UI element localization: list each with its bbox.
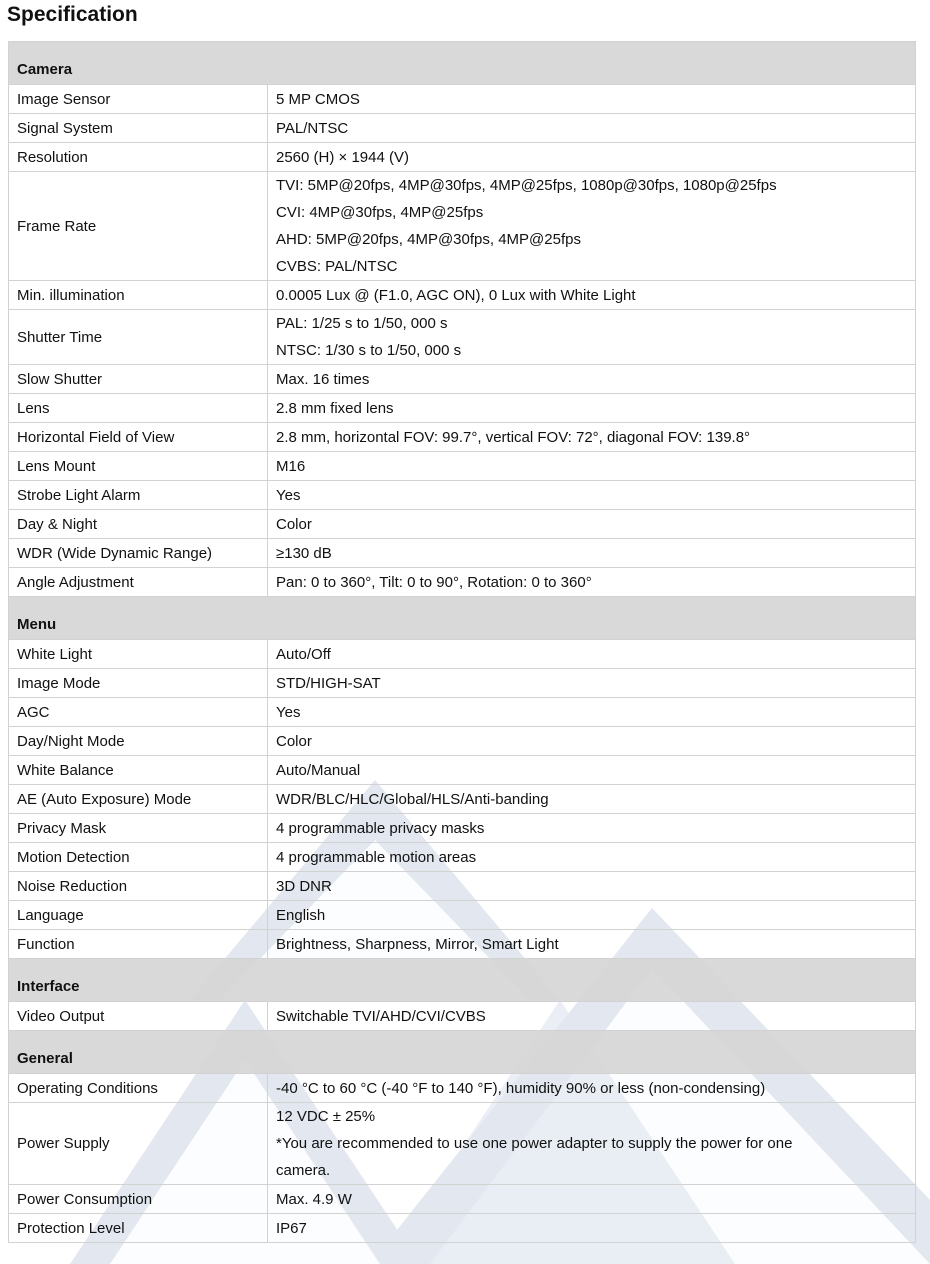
spec-value — [268, 669, 916, 698]
spec-row — [9, 640, 916, 669]
spec-value-line: Yes — [276, 486, 301, 504]
spec-label: Motion Detection — [9, 843, 268, 872]
section-header-general — [9, 1031, 916, 1074]
spec-value-line: 2.8 mm fixed lens — [276, 399, 394, 417]
section-title: Camera — [9, 42, 916, 85]
spec-value-line: Switchable TVI/AHD/CVI/CVBS — [276, 1007, 486, 1025]
section-header-camera — [9, 42, 916, 85]
spec-label: Protection Level — [9, 1214, 268, 1243]
spec-row — [9, 510, 916, 539]
spec-row — [9, 1103, 916, 1185]
spec-row — [9, 930, 916, 959]
spec-label: Video Output — [9, 1002, 268, 1031]
spec-value — [268, 1002, 916, 1031]
spec-label: Language — [9, 901, 268, 930]
section-header-menu — [9, 597, 916, 640]
spec-value-line: PAL/NTSC — [276, 119, 349, 137]
spec-row — [9, 568, 916, 597]
spec-value-line: 2560 (H) × 1944 (V) — [276, 148, 409, 166]
spec-value — [268, 756, 916, 785]
spec-row — [9, 114, 916, 143]
spec-value — [268, 85, 916, 114]
spec-row — [9, 785, 916, 814]
spec-value — [268, 1214, 916, 1243]
spec-row — [9, 814, 916, 843]
spec-value — [268, 872, 916, 901]
spec-value-line: 2.8 mm, horizontal FOV: 99.7°, vertical FOV: 72°, diagonal FOV: 139.8° — [276, 428, 751, 446]
spec-value-line: 4 programmable motion areas — [276, 848, 477, 866]
spec-row — [9, 872, 916, 901]
spec-label: Resolution — [9, 143, 268, 172]
spec-label: Horizontal Field of View — [9, 423, 268, 452]
spec-value-line: -40 °C to 60 °C (-40 °F to 140 °F), humidity 90% or less (non-condensing) — [276, 1079, 766, 1097]
spec-value-line: Color — [276, 515, 312, 533]
spec-value-line: 3D DNR — [276, 877, 332, 895]
spec-value-line: IP67 — [276, 1219, 307, 1237]
spec-value — [268, 1103, 916, 1185]
spec-value-line: TVI: 5MP@20fps, 4MP@30fps, 4MP@25fps, 1080p@30fps, 1080p@25fps — [276, 177, 777, 194]
spec-value-line: 5 MP CMOS — [276, 90, 360, 108]
spec-row — [9, 1074, 916, 1103]
spec-label: Power Consumption — [9, 1185, 268, 1214]
section-title: General — [9, 1031, 916, 1074]
spec-label: White Light — [9, 640, 268, 669]
spec-value-line: PAL: 1/25 s to 1/50, 000 s — [276, 315, 448, 332]
spec-value-line: Yes — [276, 703, 301, 721]
spec-value — [268, 785, 916, 814]
spec-row — [9, 281, 916, 310]
spec-value-line: 12 VDC ± 25% — [276, 1108, 376, 1125]
spec-value — [268, 727, 916, 756]
spec-value-line: NTSC: 1/30 s to 1/50, 000 s — [276, 342, 462, 359]
spec-label: Noise Reduction — [9, 872, 268, 901]
spec-label: Min. illumination — [9, 281, 268, 310]
spec-label: Day/Night Mode — [9, 727, 268, 756]
spec-label: Frame Rate — [9, 172, 268, 281]
spec-value — [268, 452, 916, 481]
spec-row — [9, 481, 916, 510]
spec-label: Image Mode — [9, 669, 268, 698]
spec-label: Shutter Time — [9, 310, 268, 365]
spec-value — [268, 843, 916, 872]
spec-row — [9, 756, 916, 785]
spec-label: White Balance — [9, 756, 268, 785]
spec-value — [268, 1074, 916, 1103]
spec-row — [9, 1002, 916, 1031]
spec-value — [268, 172, 916, 281]
spec-value-line: Auto/Manual — [276, 761, 361, 779]
spec-label: Operating Conditions — [9, 1074, 268, 1103]
spec-row — [9, 843, 916, 872]
spec-row — [9, 423, 916, 452]
spec-label: AE (Auto Exposure) Mode — [9, 785, 268, 814]
spec-label: Lens Mount — [9, 452, 268, 481]
spec-label: AGC — [9, 698, 268, 727]
spec-row — [9, 698, 916, 727]
spec-label: Lens — [9, 394, 268, 423]
spec-label: Angle Adjustment — [9, 568, 268, 597]
spec-row — [9, 452, 916, 481]
spec-value — [268, 281, 916, 310]
spec-value-line: Color — [276, 732, 312, 750]
spec-label: Strobe Light Alarm — [9, 481, 268, 510]
page-title: Specification — [7, 3, 138, 26]
spec-value — [268, 901, 916, 930]
spec-value — [268, 930, 916, 959]
spec-row — [9, 310, 916, 365]
spec-value-line: M16 — [276, 457, 306, 475]
spec-value — [268, 568, 916, 597]
spec-value-line: Max. 4.9 W — [276, 1190, 352, 1208]
spec-row — [9, 727, 916, 756]
spec-label: Signal System — [9, 114, 268, 143]
spec-row — [9, 1214, 916, 1243]
spec-value-line: STD/HIGH-SAT — [276, 674, 381, 692]
spec-row — [9, 669, 916, 698]
spec-label: Day & Night — [9, 510, 268, 539]
spec-label: Slow Shutter — [9, 365, 268, 394]
spec-label: Function — [9, 930, 268, 959]
spec-value-line: 4 programmable privacy masks — [276, 819, 485, 837]
spec-value — [268, 539, 916, 568]
spec-value-line: CVBS: PAL/NTSC — [276, 258, 398, 275]
spec-value-line: ≥130 dB — [276, 544, 332, 562]
spec-row — [9, 85, 916, 114]
spec-row — [9, 365, 916, 394]
spec-row — [9, 901, 916, 930]
spec-value — [268, 510, 916, 539]
section-title: Interface — [9, 959, 916, 1002]
spec-value — [268, 640, 916, 669]
spec-value-line: *You are recommended to use one power adapter to supply the power for one — [276, 1135, 793, 1152]
spec-value-line: CVI: 4MP@30fps, 4MP@25fps — [276, 204, 484, 221]
spec-value-line: 0.0005 Lux @ (F1.0, AGC ON), 0 Lux with White Light — [276, 286, 636, 304]
section-header-interface — [9, 959, 916, 1002]
spec-value — [268, 814, 916, 843]
spec-value — [268, 114, 916, 143]
spec-value — [268, 365, 916, 394]
spec-value — [268, 394, 916, 423]
spec-row — [9, 143, 916, 172]
spec-value-line: Auto/Off — [276, 645, 331, 663]
spec-value — [268, 481, 916, 510]
spec-row — [9, 172, 916, 281]
spec-value-line: English — [276, 906, 326, 924]
spec-value — [268, 423, 916, 452]
spec-row — [9, 1185, 916, 1214]
spec-row — [9, 394, 916, 423]
spec-value — [268, 1185, 916, 1214]
spec-value-line: Max. 16 times — [276, 370, 370, 388]
section-title: Menu — [9, 597, 916, 640]
spec-value-line: camera. — [276, 1162, 331, 1179]
spec-label: Privacy Mask — [9, 814, 268, 843]
spec-label: WDR (Wide Dynamic Range) — [9, 539, 268, 568]
spec-row — [9, 539, 916, 568]
specification-table — [8, 41, 916, 1243]
spec-label: Power Supply — [9, 1103, 268, 1185]
spec-value — [268, 698, 916, 727]
spec-value-line: WDR/BLC/HLC/Global/HLS/Anti-banding — [276, 790, 549, 808]
spec-value-line: Pan: 0 to 360°, Tilt: 0 to 90°, Rotation: 0 to 360° — [276, 573, 592, 591]
spec-value — [268, 310, 916, 365]
spec-value — [268, 143, 916, 172]
spec-label: Image Sensor — [9, 85, 268, 114]
specification-table-body — [9, 42, 916, 1243]
spec-value-line: AHD: 5MP@20fps, 4MP@30fps, 4MP@25fps — [276, 231, 581, 248]
spec-value-line: Brightness, Sharpness, Mirror, Smart Light — [276, 935, 559, 953]
